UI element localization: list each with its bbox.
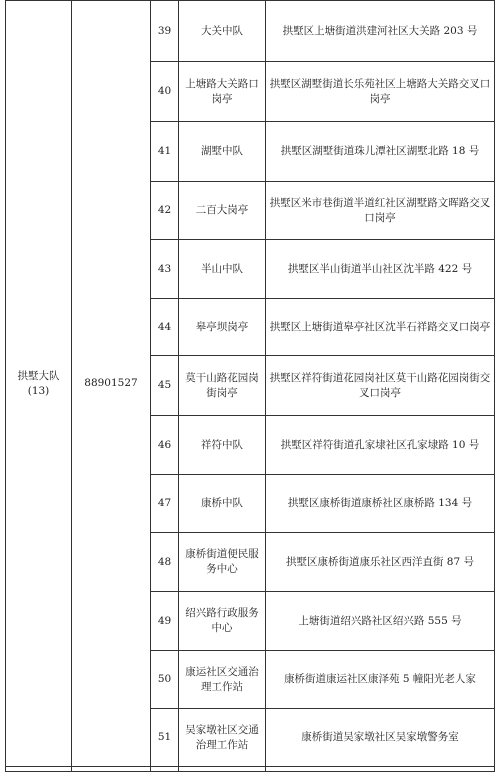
station-address: 上塘街道绍兴路社区绍兴路 555 号 bbox=[266, 592, 495, 651]
row-number: 40 bbox=[151, 62, 179, 122]
row-number: 42 bbox=[151, 182, 179, 240]
station-address: 拱墅区半山街道半山社区沈半路 422 号 bbox=[266, 240, 495, 299]
row-number: 39 bbox=[151, 1, 179, 62]
row-number: 51 bbox=[151, 709, 179, 767]
station-address: 拱墅区祥符街道孔家埭社区孔家埭路 10 号 bbox=[266, 416, 495, 475]
station-address: 康桥街道康运社区康泽苑 5 幢阳光老人家 bbox=[266, 651, 495, 709]
station-name: 湖墅中队 bbox=[179, 122, 266, 182]
station-name: 康桥街道便民服务中心 bbox=[179, 533, 266, 592]
station-name: 绍兴路行政服务中心 bbox=[179, 592, 266, 651]
cutoff-cell bbox=[151, 767, 179, 772]
row-number: 46 bbox=[151, 416, 179, 475]
station-name: 莫干山路花园岗街岗亭 bbox=[179, 356, 266, 416]
row-number: 45 bbox=[151, 356, 179, 416]
cutoff-cell bbox=[266, 767, 495, 772]
station-name: 半山中队 bbox=[179, 240, 266, 299]
station-name: 大关中队 bbox=[179, 1, 266, 62]
station-name: 康桥中队 bbox=[179, 475, 266, 533]
station-address: 拱墅区上塘街道洪建河社区大关路 203 号 bbox=[266, 1, 495, 62]
station-address: 拱墅区康桥街道康桥社区康桥路 134 号 bbox=[266, 475, 495, 533]
row-number: 43 bbox=[151, 240, 179, 299]
station-name: 吴家墩社区交通治理工作站 bbox=[179, 709, 266, 767]
station-address: 拱墅区上塘街道皋亭社区沈半石祥路交叉口岗亭 bbox=[266, 299, 495, 356]
unit-cell bbox=[6, 1, 72, 767]
station-address: 拱墅区湖墅街道珠儿潭社区湖墅北路 18 号 bbox=[266, 122, 495, 182]
row-number: 50 bbox=[151, 651, 179, 709]
row-number: 47 bbox=[151, 475, 179, 533]
station-address: 拱墅区湖墅街道长乐苑社区上塘路大关路交叉口岗亭 bbox=[266, 62, 495, 122]
unit-name: 拱墅大队 bbox=[17, 369, 60, 382]
station-address: 康桥街道吴家墩社区吴家墩警务室 bbox=[266, 709, 495, 767]
station-name: 祥符中队 bbox=[179, 416, 266, 475]
station-address: 拱墅区祥符街道花园岗社区莫干山路花园岗街交叉口岗亭 bbox=[266, 356, 495, 416]
station-table-body bbox=[6, 1, 495, 772]
station-address: 拱墅区米市巷街道半道红社区湖墅路文晖路交叉口岗亭 bbox=[266, 182, 495, 240]
unit-count: (13) bbox=[27, 384, 50, 397]
table-row bbox=[6, 1, 495, 62]
station-name: 二百大岗亭 bbox=[179, 182, 266, 240]
station-name: 康运社区交通治理工作站 bbox=[179, 651, 266, 709]
station-table bbox=[5, 0, 495, 772]
station-name: 上塘路大关路口岗亭 bbox=[179, 62, 266, 122]
cutoff-cell bbox=[72, 767, 151, 772]
row-number: 41 bbox=[151, 122, 179, 182]
cutoff-cell bbox=[6, 767, 72, 772]
cutoff-cell bbox=[179, 767, 266, 772]
unit-phone: 88901527 bbox=[72, 1, 151, 767]
station-address: 拱墅区康桥街道康乐社区西洋直街 87 号 bbox=[266, 533, 495, 592]
row-number: 44 bbox=[151, 299, 179, 356]
row-number: 48 bbox=[151, 533, 179, 592]
station-name: 皋亭坝岗亭 bbox=[179, 299, 266, 356]
table-row-cutoff bbox=[6, 767, 495, 772]
row-number: 49 bbox=[151, 592, 179, 651]
